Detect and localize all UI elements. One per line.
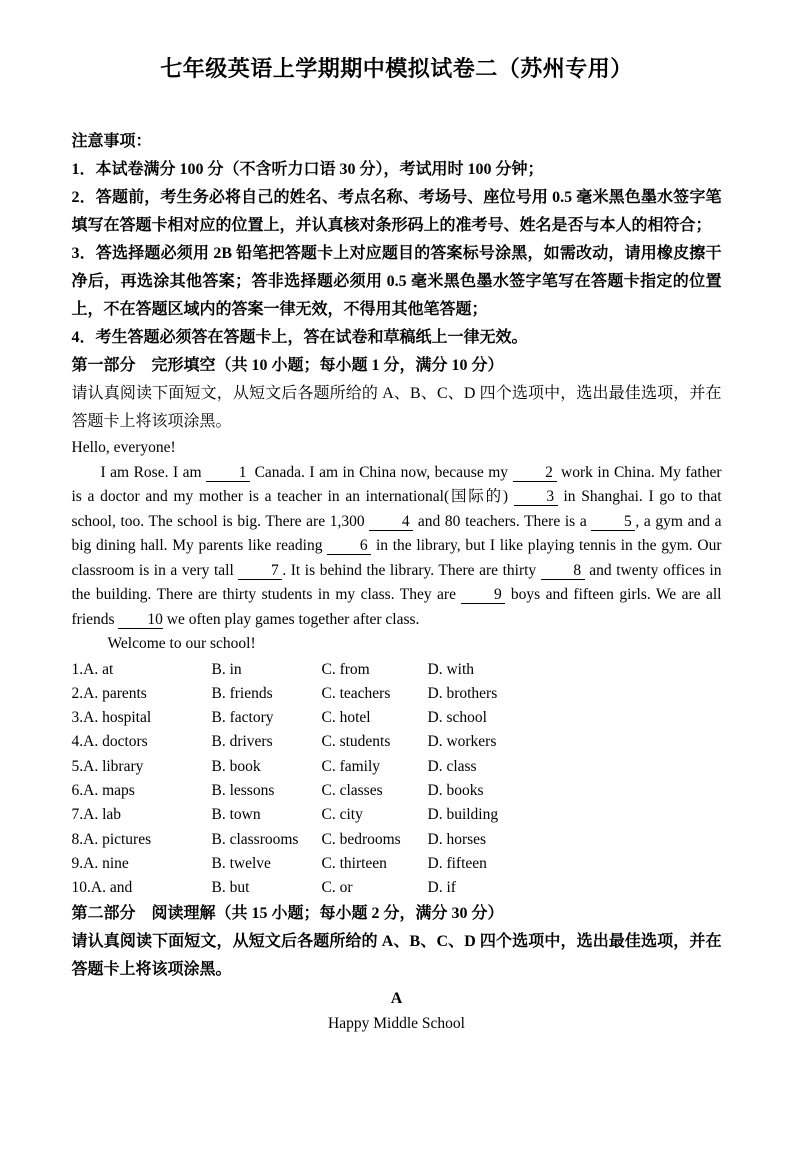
- option-a: 3.A. hospital: [71, 709, 152, 727]
- cloze-blank: 9: [461, 586, 505, 604]
- option-d: D. books: [427, 781, 484, 799]
- note-item: 3．答选择题必须用 2B 铅笔把答题卡上对应题目的答案标号涂黑，如需改动，请用橡皮擦干净后，再选涂其他答案；答非选择题必须用 0.5 毫米黑色墨水签字笔写在答题卡指定的位置上，不在答题区域内的答案一律无效，不得用其他笔答题；: [71, 245, 722, 318]
- reading-passage-title: Happy Middle School: [328, 1014, 465, 1032]
- option-d: D. with: [427, 660, 474, 678]
- passage-greeting: Hello, everyone!: [71, 439, 176, 456]
- option-b: B. friends: [211, 684, 273, 702]
- option-b: B. twelve: [211, 854, 271, 872]
- exam-paper: [72, 54, 722, 1036]
- option-b: B. but: [211, 879, 250, 897]
- section1-instruction: 请认真阅读下面短文，从短文后各题所给的 A、B、C、D 四个选项中，选出最佳选项，并在答题卡上将该项涂黑。: [71, 385, 722, 430]
- section1-heading: 第一部分 完形填空（共 10 小题；每小题 1 分，满分 10 分）: [71, 357, 504, 374]
- option-b: B. classrooms: [211, 830, 299, 848]
- option-a: 9.A. nine: [71, 854, 129, 872]
- option-c: C. thirteen: [321, 854, 387, 872]
- option-row: [72, 803, 722, 827]
- note-item: 1．本试卷满分 100 分（不含听力口语 30 分），考试用时 100 分钟；: [71, 161, 544, 178]
- option-c: C. bedrooms: [321, 830, 401, 848]
- option-c: C. from: [321, 660, 370, 678]
- option-b: B. in: [211, 660, 242, 678]
- option-a: 4.A. doctors: [71, 733, 148, 751]
- option-c: C. family: [321, 757, 381, 775]
- option-row: [72, 828, 722, 852]
- passage-closing: Welcome to our school!: [107, 635, 256, 652]
- option-row: [72, 682, 722, 706]
- option-a: 1.A. at: [71, 660, 114, 678]
- reading-passage-label: A: [390, 990, 403, 1008]
- option-d: D. class: [427, 757, 477, 775]
- notes-list: [72, 156, 722, 352]
- section2-instruction: 请认真阅读下面短文，从短文后各题所给的 A、B、C、D 四个选项中，选出最佳选项，并在答题卡上将该项涂黑。: [71, 933, 722, 979]
- option-row: [72, 730, 722, 754]
- option-c: C. city: [321, 806, 363, 824]
- option-row: [72, 658, 722, 682]
- option-d: D. brothers: [427, 684, 498, 702]
- note-item: 4．考生答题必须答在答题卡上，答在试卷和草稿纸上一律无效。: [71, 329, 528, 346]
- cloze-blank: 2: [513, 464, 557, 482]
- cloze-blank: 1: [206, 464, 250, 482]
- notes-heading: 注意事项：: [71, 133, 152, 150]
- option-c: C. teachers: [321, 684, 391, 702]
- cloze-blank: 6: [327, 537, 371, 555]
- option-c: C. or: [321, 879, 353, 897]
- option-row: [72, 755, 722, 779]
- cloze-blank: 5: [591, 513, 635, 531]
- option-b: B. town: [211, 806, 261, 824]
- option-d: D. workers: [427, 733, 497, 751]
- cloze-blank: 4: [369, 513, 413, 531]
- option-c: C. classes: [321, 781, 383, 799]
- option-d: D. horses: [427, 830, 487, 848]
- option-d: D. building: [427, 806, 499, 824]
- option-row: [72, 852, 722, 876]
- option-a: 10.A. and: [71, 879, 133, 897]
- option-row: [72, 706, 722, 730]
- option-b: B. factory: [211, 709, 274, 727]
- option-a: 6.A. maps: [71, 781, 135, 799]
- cloze-blank: 8: [541, 562, 585, 580]
- cloze-blank: 3: [514, 488, 558, 506]
- option-d: D. if: [427, 879, 456, 897]
- option-b: B. lessons: [211, 781, 275, 799]
- option-a: 8.A. pictures: [71, 830, 152, 848]
- option-a: 7.A. lab: [71, 806, 122, 824]
- section2-heading: 第二部分 阅读理解（共 15 小题；每小题 2 分，满分 30 分）: [71, 905, 504, 923]
- cloze-options-table: [72, 658, 722, 901]
- cloze-blank: 7: [238, 562, 282, 580]
- option-d: D. school: [427, 709, 487, 727]
- option-row: [72, 876, 722, 900]
- option-b: B. drivers: [211, 733, 273, 751]
- option-d: D. fifteen: [427, 854, 487, 872]
- option-c: C. hotel: [321, 709, 371, 727]
- cloze-blank: 10: [118, 611, 163, 629]
- option-a: 5.A. library: [71, 757, 144, 775]
- option-row: [72, 779, 722, 803]
- note-item: 2．答题前，考生务必将自己的姓名、考点名称、考场号、座位号用 0.5 毫米黑色墨水签字笔填写在答题卡相对应的位置上，并认真核对条形码上的准考号、姓名是否与本人的相符合；: [71, 189, 722, 234]
- option-b: B. book: [211, 757, 261, 775]
- option-a: 2.A. parents: [71, 684, 147, 702]
- cloze-passage: I am Rose. I am 1 Canada. I am in China now, because my 2 work in China. My father is a doctor and my mother is a teacher in an international(国际的) 3 in Shanghai. I go to that school, too. The school is big. There are 1,300 4 and 80 teachers. There is a 5 , a gym and a big dining hall. My parents like reading 6 in the library, but I like playing tennis in the gym. Our classroom is in a very tall 7 . It is behind the library. There are thirty 8 and twenty offices in the building. There are thirty students in my class. They are 9 boys and fifteen girls. We are all friends 10 we often play games together after class.: [71, 463, 722, 628]
- page-title: 七年级英语上学期期中模拟试卷二（苏州专用）: [160, 56, 633, 81]
- option-c: C. students: [321, 733, 391, 751]
